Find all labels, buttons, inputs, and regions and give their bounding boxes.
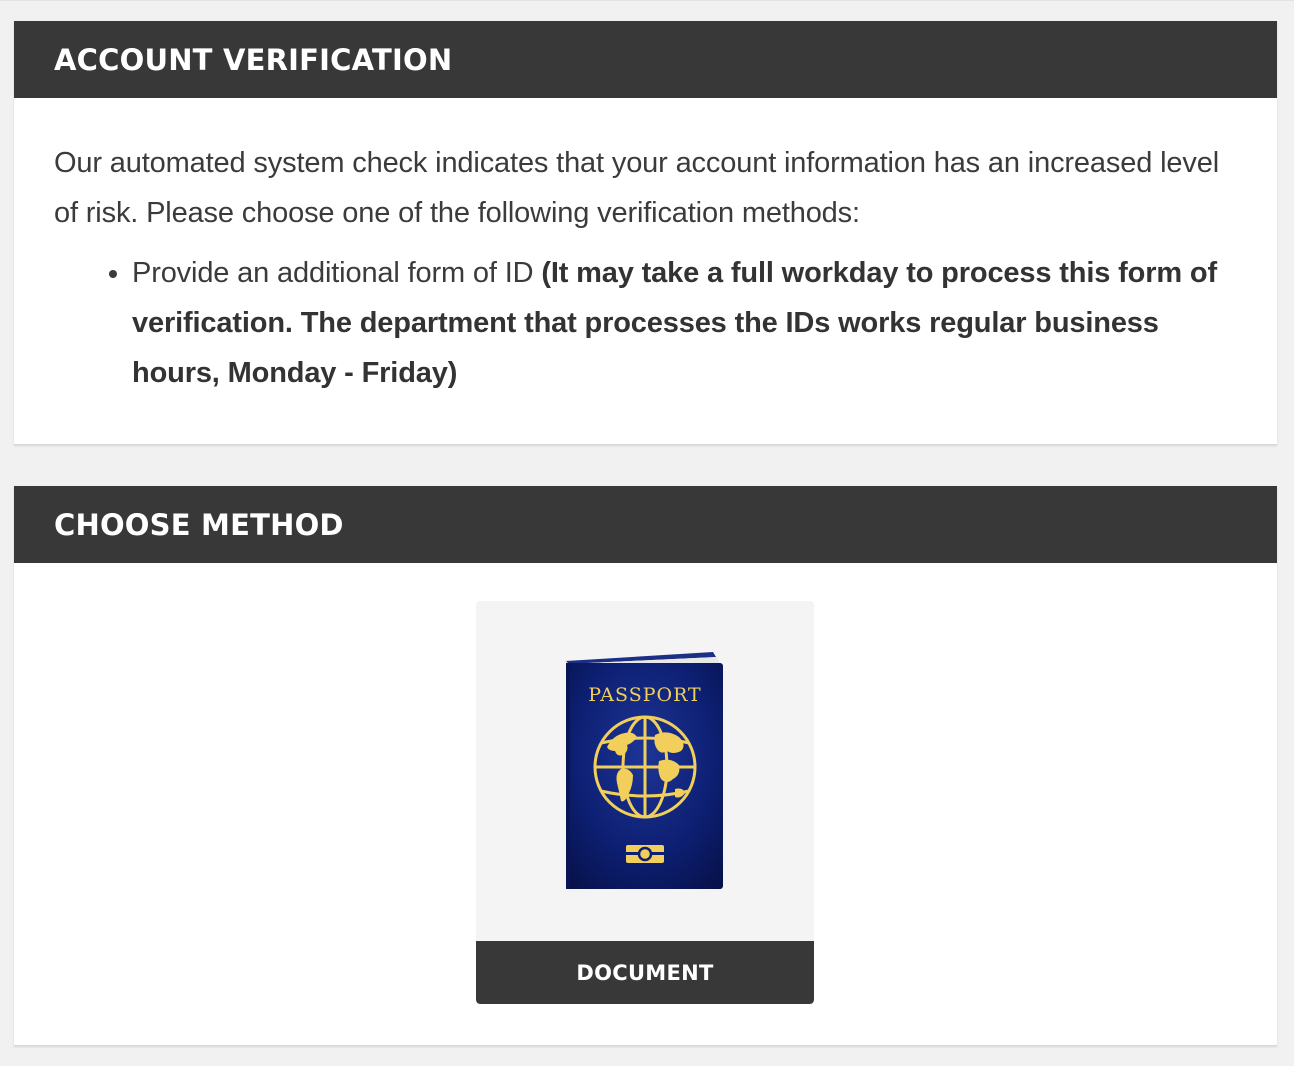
- account-verification-card: [14, 21, 1277, 445]
- passport-title: PASSPORT: [588, 684, 702, 706]
- verification-method-text: Provide an additional form of ID: [132, 257, 542, 289]
- verification-method-item: [132, 248, 1237, 398]
- passport-icon: [563, 651, 727, 891]
- account-verification-body: [14, 98, 1277, 398]
- document-option-label: DOCUMENT: [476, 941, 814, 1004]
- choose-method-header: CHOOSE METHOD: [14, 486, 1277, 563]
- document-method-option[interactable]: [476, 601, 814, 1004]
- verification-intro-text: Our automated system check indicates that your account information has an increased level of risk. Please choose one of the following verification methods:: [54, 147, 1219, 229]
- verification-method-note: (It may take a full workday to process this form of verification. The department that processes the IDs works regular business hours, Monday - Friday): [132, 257, 1217, 389]
- account-verification-header: ACCOUNT VERIFICATION: [14, 21, 1277, 98]
- verification-methods-list: [54, 248, 1237, 398]
- choose-method-card: [14, 486, 1277, 1046]
